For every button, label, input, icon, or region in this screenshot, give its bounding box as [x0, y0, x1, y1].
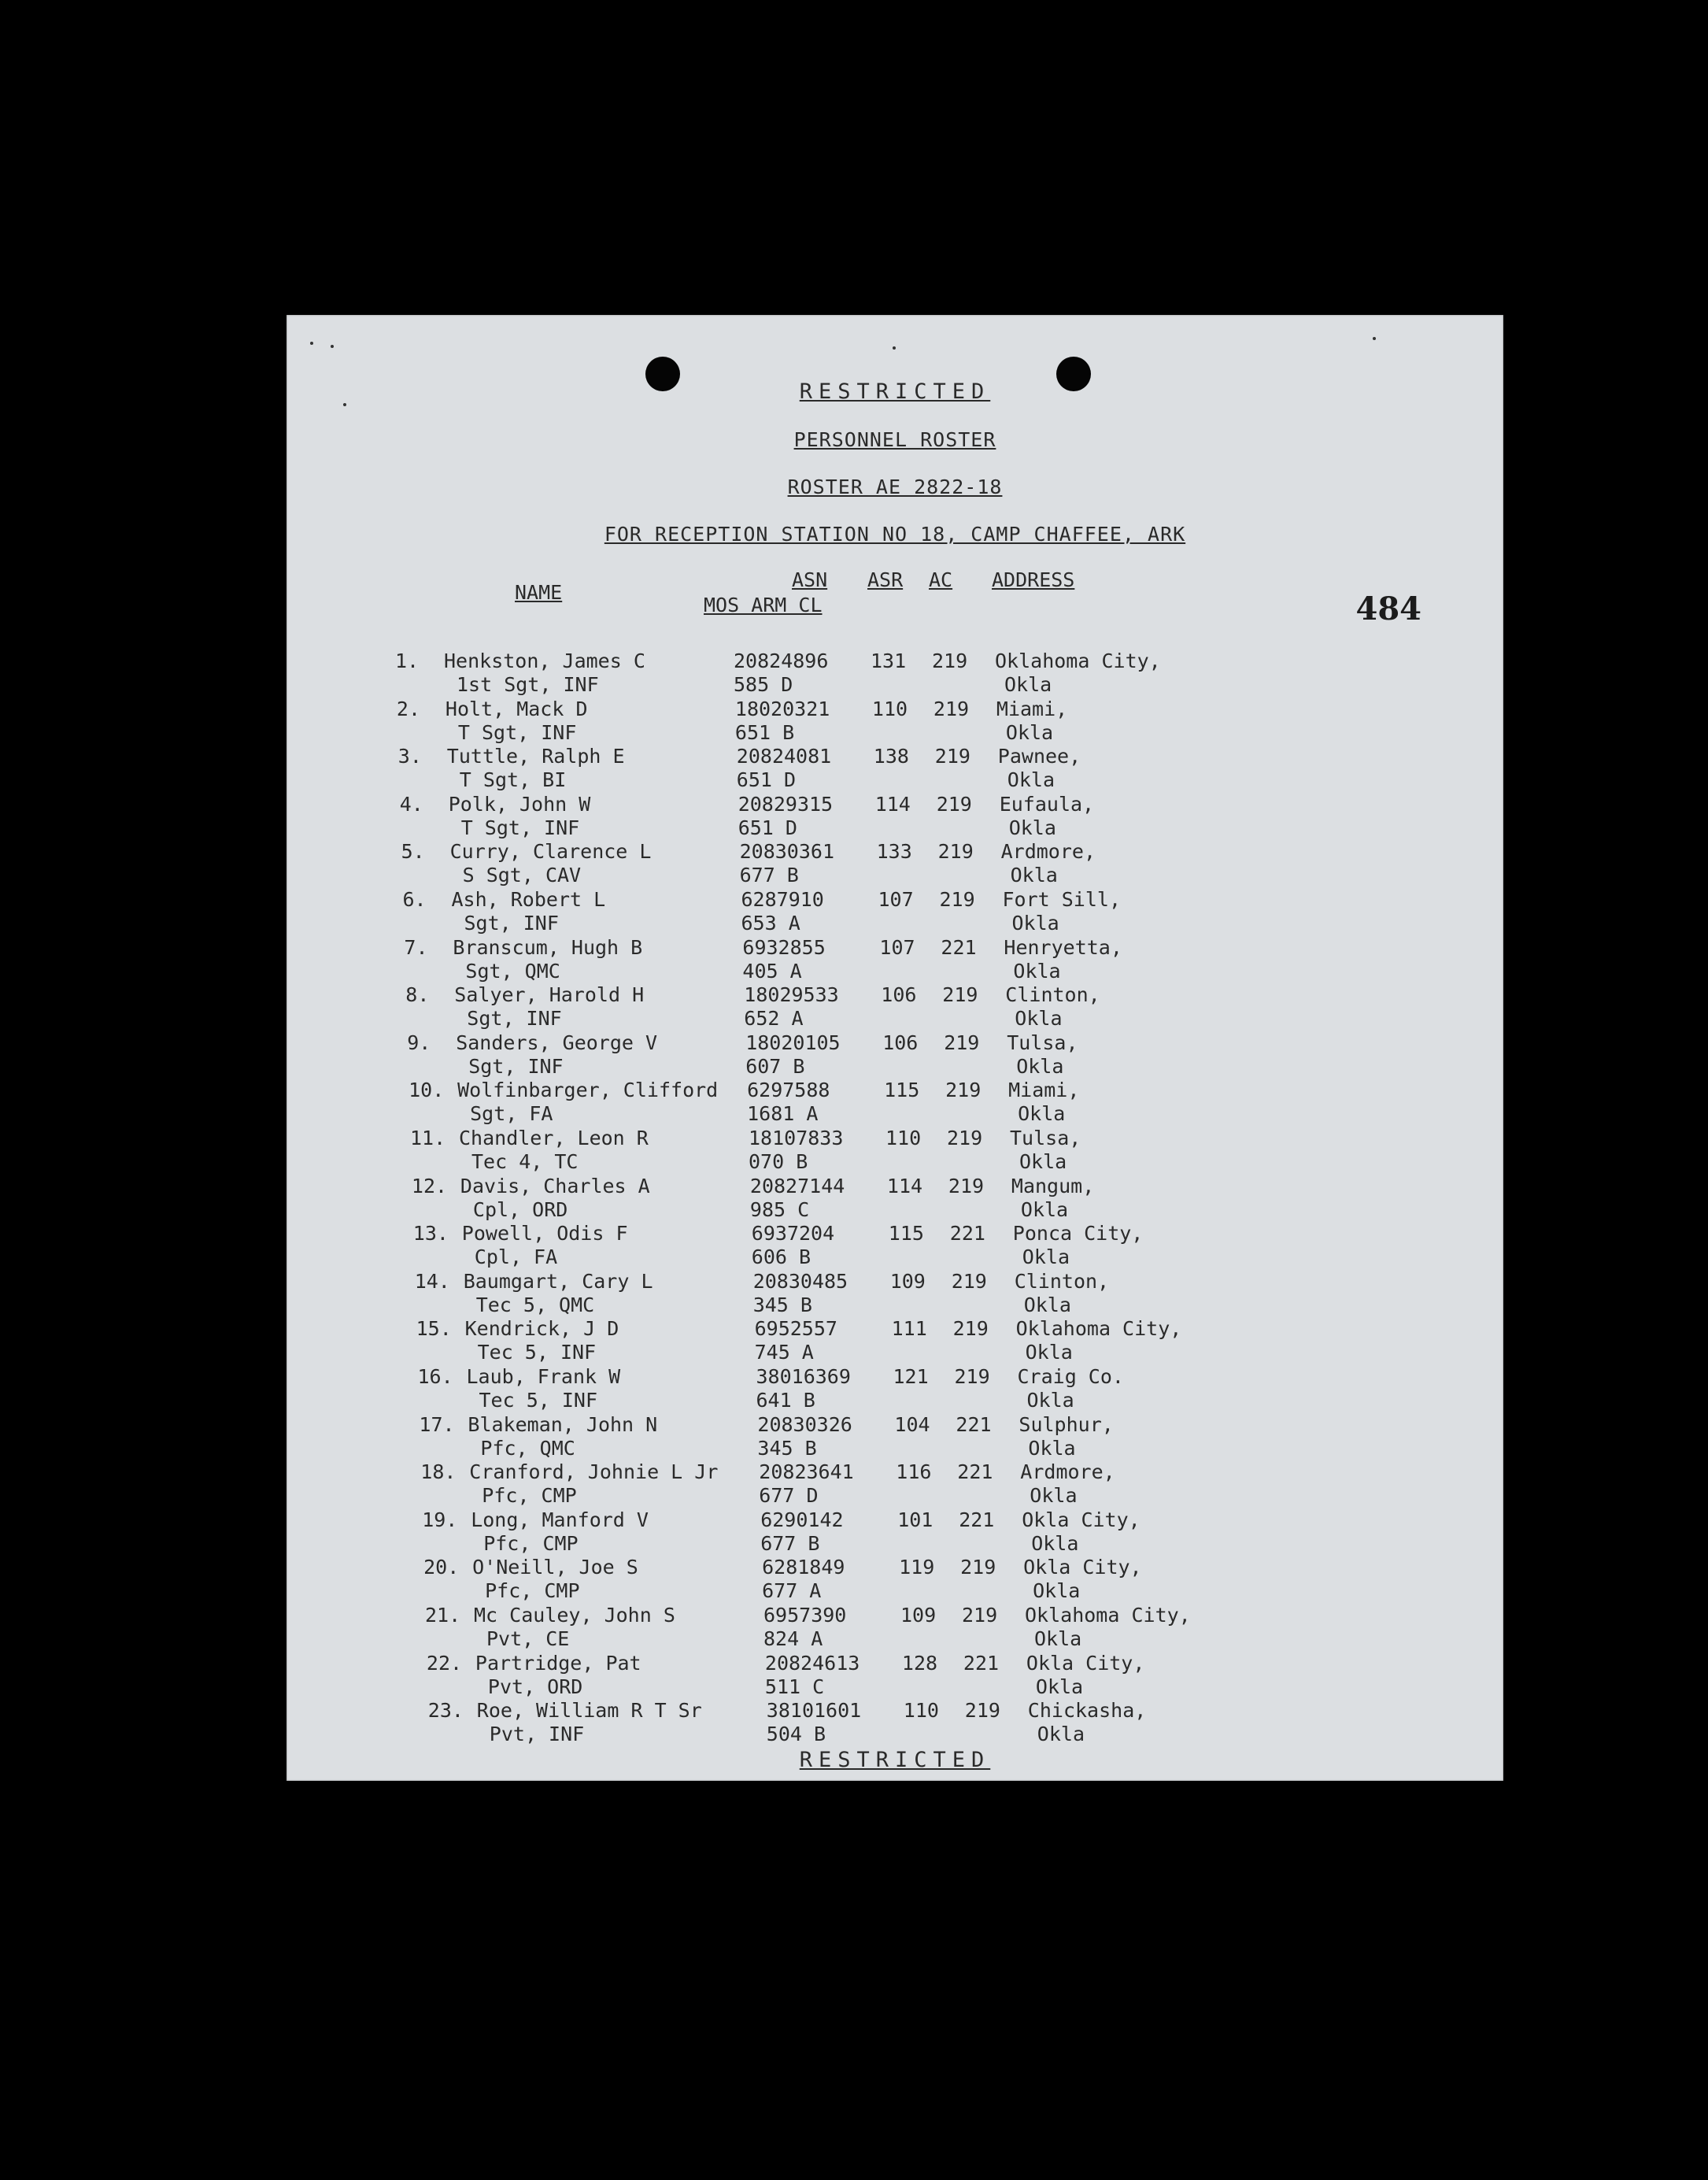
entry-mos-arm-class: 1681 A [747, 1102, 819, 1126]
roster-entry [287, 936, 1503, 983]
roster-entry [287, 1508, 1503, 1556]
entry-asn: 20829315 [738, 792, 834, 816]
entry-address-city: Henryetta, [1004, 935, 1122, 959]
entry-name: Baumgart, Cary L [463, 1269, 653, 1293]
entry-name: Ash, Robert L [451, 888, 606, 911]
entry-address-state: Okla [1013, 959, 1061, 983]
entry-address-state: Okla [1035, 1675, 1084, 1698]
entry-ac: 219 [954, 1365, 990, 1388]
roster-entry [287, 1556, 1503, 1603]
entry-ac: 219 [932, 650, 968, 672]
entry-asn: 6290142 [760, 1508, 844, 1531]
entry-ac: 219 [964, 1699, 1000, 1723]
entry-mos-arm-class: 345 B [757, 1436, 817, 1460]
entry-asr: 107 [879, 935, 915, 959]
roster-entry [287, 745, 1503, 792]
entry-address-city: Chickasha, [1027, 1699, 1147, 1723]
entry-address-city: Tulsa, [1007, 1031, 1078, 1054]
entry-asn: 20830485 [752, 1269, 848, 1293]
entry-number: 2. [396, 697, 420, 720]
entry-address-city: Sulphur, [1019, 1412, 1114, 1436]
entry-address-state: Okla [1033, 1579, 1081, 1603]
entry-number: 8. [405, 983, 430, 1007]
entry-name: Curry, Clarence L [449, 840, 652, 864]
entry-rank: T Sgt, BI [459, 768, 567, 792]
paper-speck [1373, 337, 1376, 340]
column-ac: AC [929, 568, 953, 591]
entry-rank: Tec 4, TC [471, 1150, 579, 1173]
entry-rank: Pfc, QMC [480, 1436, 575, 1460]
entry-number: 13. [412, 1222, 449, 1245]
entry-asr: 115 [888, 1222, 924, 1245]
entry-name: O'Neill, Joe S [472, 1556, 638, 1579]
entry-asn: 6287910 [741, 888, 824, 911]
entry-asr: 138 [873, 745, 909, 768]
entry-address-state: Okla [1022, 1245, 1070, 1269]
entry-name: Polk, John W [448, 792, 591, 816]
entry-address-city: Okla City, [1022, 1508, 1141, 1531]
entry-asr: 109 [889, 1269, 926, 1293]
entry-asr: 116 [896, 1460, 932, 1484]
roster-entry [287, 1270, 1503, 1317]
entry-mos-arm-class: 641 B [756, 1389, 815, 1412]
entry-address-city: Ponca City, [1012, 1222, 1144, 1245]
entry-ac: 221 [956, 1412, 992, 1436]
entry-address-city: Craig Co. [1017, 1365, 1124, 1388]
entry-name: Laub, Frank W [466, 1365, 621, 1388]
entry-mos-arm-class: 651 D [738, 816, 797, 839]
roster-entry [287, 1222, 1503, 1269]
entry-ac: 219 [951, 1269, 987, 1293]
entry-name: Kendrick, J D [464, 1317, 619, 1341]
entry-asr: 110 [903, 1699, 939, 1723]
entry-rank: Pfc, CMP [483, 1531, 579, 1555]
entry-asr: 115 [884, 1079, 920, 1102]
entry-mos-arm-class: 653 A [741, 912, 800, 935]
entry-asr: 131 [871, 650, 907, 672]
classification-footer: RESTRICTED [799, 1748, 991, 1772]
entry-address-state: Okla [1023, 1293, 1071, 1316]
entry-name: Wolfinbarger, Clifford [457, 1079, 719, 1102]
entry-address-state: Okla [1037, 1723, 1085, 1746]
entry-asn: 20824081 [736, 745, 832, 768]
entry-address-city: Oklahoma City, [1025, 1604, 1191, 1627]
entry-address-state: Okla [1018, 1102, 1066, 1126]
entry-ac: 221 [941, 935, 977, 959]
entry-number: 11. [410, 1127, 446, 1149]
entry-rank: Pvt, INF [489, 1723, 585, 1746]
entry-ac: 219 [945, 1079, 982, 1102]
entry-address-city: Miami, [996, 697, 1068, 720]
roster-page [287, 315, 1503, 1781]
column-name: NAME [515, 581, 563, 604]
entry-address-city: Eufaula, [999, 792, 1095, 816]
roster-entry [287, 650, 1503, 697]
entry-asn: 38101601 [766, 1699, 862, 1723]
entry-address-state: Okla [1030, 1484, 1078, 1508]
paper-speck [310, 342, 313, 345]
entry-asn: 6281849 [762, 1556, 845, 1579]
entry-asr: 101 [897, 1508, 933, 1531]
entry-address-city: Pawnee, [997, 745, 1081, 768]
roster-entry [287, 1175, 1503, 1222]
entry-name: Roe, William R T Sr [476, 1699, 702, 1723]
entry-rank: Pfc, CMP [485, 1579, 580, 1603]
entry-mos-arm-class: 585 D [734, 673, 793, 696]
entry-asn: 18020321 [734, 697, 830, 720]
entry-address-state: Okla [1028, 1436, 1076, 1460]
entry-asr: 106 [882, 1031, 919, 1054]
entry-address-state: Okla [1019, 1150, 1067, 1173]
roster-entry [287, 1317, 1503, 1364]
entry-address-state: Okla [1020, 1197, 1069, 1221]
roster-entry [287, 1699, 1503, 1746]
entry-ac: 219 [942, 983, 978, 1007]
column-mos-arm-cl: MOS ARM CL [704, 594, 823, 616]
entry-rank: Pvt, CE [486, 1627, 570, 1650]
entry-address-city: Okla City, [1023, 1556, 1142, 1579]
entry-mos-arm-class: 405 A [742, 959, 802, 983]
entry-rank: S Sgt, CAV [462, 864, 582, 887]
entry-asr: 111 [891, 1317, 927, 1341]
entry-number: 18. [420, 1460, 457, 1484]
entry-mos-arm-class: 651 B [734, 720, 795, 744]
entry-ac: 219 [939, 888, 975, 911]
entry-name: Davis, Charles A [460, 1174, 650, 1197]
entry-name: Long, Manford V [471, 1508, 649, 1531]
entry-asn: 6952557 [754, 1317, 837, 1341]
roster-entry [287, 1079, 1503, 1126]
entry-number: 16. [417, 1365, 453, 1388]
entry-ac: 219 [937, 840, 974, 864]
entry-rank: Cpl, FA [474, 1245, 558, 1269]
entry-ac: 219 [933, 697, 970, 720]
entry-mos-arm-class: 070 B [749, 1150, 808, 1173]
entry-asr: 114 [874, 792, 911, 816]
entry-address-state: Okla [1016, 1054, 1064, 1078]
entry-asr: 128 [901, 1651, 938, 1675]
entry-name: Cranford, Johnie L Jr [469, 1460, 719, 1484]
entry-rank: Sgt, INF [464, 912, 559, 935]
entry-asr: 110 [885, 1127, 922, 1149]
entry-rank: Sgt, FA [470, 1102, 553, 1126]
entry-name: Sanders, George V [456, 1031, 658, 1054]
entry-rank: Tec 5, INF [477, 1341, 597, 1364]
entry-address-state: Okla [1025, 1341, 1073, 1364]
entry-name: Holt, Mack D [445, 697, 588, 720]
entry-asr: 121 [893, 1365, 929, 1388]
entry-ac: 219 [944, 1031, 980, 1054]
entry-ac: 219 [948, 1174, 985, 1197]
entry-mos-arm-class: 677 B [760, 1531, 820, 1555]
entry-name: Branscum, Hugh B [453, 935, 643, 959]
unit-line: FOR RECEPTION STATION NO 18, CAMP CHAFFEE, ARK [604, 523, 1186, 546]
entry-ac: 219 [960, 1556, 996, 1579]
entry-rank: Sgt, INF [468, 1054, 564, 1078]
entry-mos-arm-class: 511 C [764, 1675, 825, 1698]
entry-mos-arm-class: 677 B [739, 864, 799, 887]
entry-number: 20. [423, 1556, 460, 1579]
entry-asr: 107 [878, 888, 914, 911]
column-asr: ASR [867, 568, 904, 591]
paper-speck [331, 345, 334, 348]
entry-mos-arm-class: 345 B [752, 1293, 812, 1316]
entry-mos-arm-class: 677 D [759, 1484, 819, 1508]
entry-mos-arm-class: 652 A [744, 1007, 804, 1031]
entry-asn: 18029533 [744, 983, 839, 1007]
entry-name: Tuttle, Ralph E [446, 745, 625, 768]
entry-asn: 6932855 [742, 935, 826, 959]
entry-mos-arm-class: 824 A [763, 1627, 823, 1650]
entry-asr: 119 [899, 1556, 935, 1579]
entry-name: Blakeman, John N [468, 1412, 658, 1436]
entry-ac: 219 [947, 1127, 983, 1149]
entry-address-state: Okla [1007, 768, 1055, 792]
entry-asr: 133 [876, 840, 912, 864]
roster-entry [287, 1652, 1503, 1699]
paper-speck [893, 346, 896, 350]
entry-rank: T Sgt, INF [457, 720, 577, 744]
entry-address-city: Clinton, [1005, 983, 1100, 1007]
entry-number: 3. [397, 745, 422, 768]
entry-mos-arm-class: 985 C [749, 1197, 810, 1221]
entry-ac: 219 [962, 1604, 998, 1627]
column-address: ADDRESS [992, 568, 1075, 591]
entry-number: 19. [422, 1508, 458, 1531]
entry-address-state: Okla [1011, 912, 1059, 935]
entry-address-city: Okla City, [1026, 1651, 1145, 1675]
entry-name: Mc Cauley, John S [474, 1604, 675, 1627]
entry-number: 15. [416, 1317, 452, 1341]
entry-number: 7. [404, 935, 428, 959]
entry-ac: 219 [952, 1317, 989, 1341]
entry-address-city: Ardmore, [1000, 840, 1096, 864]
entry-number: 4. [399, 792, 423, 816]
entry-ac: 219 [936, 792, 972, 816]
entry-mos-arm-class: 745 A [754, 1341, 814, 1364]
roster-number: ROSTER AE 2822-18 [787, 476, 1003, 498]
entry-address-state: Okla [1008, 816, 1056, 839]
entry-asn: 20830361 [739, 840, 835, 864]
entry-ac: 221 [949, 1222, 985, 1245]
entry-address-state: Okla [1034, 1627, 1082, 1650]
roster-entry [287, 1413, 1503, 1460]
roster-entry [287, 698, 1503, 745]
entry-ac: 221 [957, 1460, 993, 1484]
entry-number: 5. [401, 840, 425, 864]
entry-rank: Cpl, ORD [472, 1197, 568, 1221]
entry-address-state: Okla [1004, 673, 1052, 696]
entry-address-city: Clinton, [1014, 1269, 1110, 1293]
entry-address-city: Fort Sill, [1002, 888, 1122, 911]
entry-number: 9. [407, 1031, 431, 1054]
roster-entry [287, 1127, 1503, 1174]
roster-entry [287, 1365, 1503, 1412]
entry-number: 22. [426, 1651, 463, 1675]
entry-address-city: Ardmore, [1020, 1460, 1115, 1484]
entry-address-city: Tulsa, [1010, 1127, 1081, 1149]
entry-asr: 109 [900, 1604, 937, 1627]
entry-rank: Pvt, ORD [487, 1675, 583, 1698]
entry-asn: 20824613 [764, 1651, 860, 1675]
entry-asn: 6937204 [751, 1222, 835, 1245]
entry-rank: T Sgt, INF [460, 816, 580, 839]
entry-asr: 106 [881, 983, 917, 1007]
entry-rank: Pfc, CMP [482, 1484, 577, 1508]
entry-asn: 18020105 [745, 1031, 841, 1054]
entry-ac: 221 [963, 1651, 1000, 1675]
roster-entry [287, 983, 1503, 1031]
entry-address-city: Mangum, [1011, 1174, 1095, 1197]
entry-address-city: Oklahoma City, [1015, 1317, 1182, 1341]
entry-number: 1. [395, 650, 420, 672]
entry-asn: 20823641 [759, 1460, 854, 1484]
entry-ac: 221 [959, 1508, 995, 1531]
entry-asr: 104 [894, 1412, 930, 1436]
entry-mos-arm-class: 677 A [762, 1579, 822, 1603]
column-asn: ASN [792, 568, 828, 591]
roster-entry [287, 840, 1503, 887]
entry-number: 6. [402, 888, 427, 911]
entry-name: Partridge, Pat [475, 1651, 641, 1675]
page-number: 484 [1355, 590, 1421, 627]
entry-mos-arm-class: 504 B [766, 1723, 826, 1746]
entry-asr: 110 [871, 697, 908, 720]
roster-entry [287, 888, 1503, 935]
entry-asn: 20827144 [749, 1174, 845, 1197]
entry-name: Chandler, Leon R [459, 1127, 649, 1149]
entry-asn: 38016369 [756, 1365, 851, 1388]
entry-asn: 20830326 [757, 1412, 852, 1436]
roster-entry [287, 1460, 1503, 1508]
entry-asr: 114 [886, 1174, 923, 1197]
entry-asn: 20824896 [734, 650, 829, 672]
entry-number: 14. [414, 1269, 450, 1293]
roster-entry [287, 793, 1503, 840]
document-title: PERSONNEL ROSTER [793, 428, 996, 451]
entry-number: 23. [427, 1699, 464, 1723]
entry-number: 10. [409, 1079, 445, 1102]
roster-entry [287, 1031, 1503, 1079]
entry-ac: 219 [934, 745, 970, 768]
entry-address-state: Okla [1031, 1531, 1079, 1555]
entry-address-state: Okla [1026, 1389, 1074, 1412]
entry-name: Henkston, James C [444, 650, 645, 672]
entry-mos-arm-class: 606 B [751, 1245, 811, 1269]
entry-address-state: Okla [1010, 864, 1058, 887]
classification-header: RESTRICTED [799, 379, 991, 404]
entry-rank: Sgt, INF [467, 1007, 562, 1031]
entry-address-city: Oklahoma City, [995, 650, 1161, 672]
entry-name: Salyer, Harold H [454, 983, 645, 1007]
entry-rank: Tec 5, QMC [475, 1293, 595, 1316]
entry-mos-arm-class: 607 B [745, 1054, 805, 1078]
entry-name: Powell, Odis F [461, 1222, 628, 1245]
entry-number: 17. [419, 1412, 455, 1436]
entry-asn: 18107833 [749, 1127, 844, 1149]
entry-number: 12. [411, 1174, 448, 1197]
entry-rank: Tec 5, INF [479, 1389, 598, 1412]
entry-address-state: Okla [1015, 1007, 1063, 1031]
entry-asn: 6957390 [763, 1604, 847, 1627]
entry-rank: 1st Sgt, INF [457, 673, 599, 696]
entry-asn: 6297588 [747, 1079, 830, 1102]
entry-rank: Sgt, QMC [465, 959, 560, 983]
roster-entry [287, 1604, 1503, 1651]
entry-address-city: Miami, [1008, 1079, 1080, 1102]
entry-address-state: Okla [1005, 720, 1054, 744]
entry-mos-arm-class: 651 D [736, 768, 797, 792]
entry-number: 21. [425, 1604, 461, 1627]
